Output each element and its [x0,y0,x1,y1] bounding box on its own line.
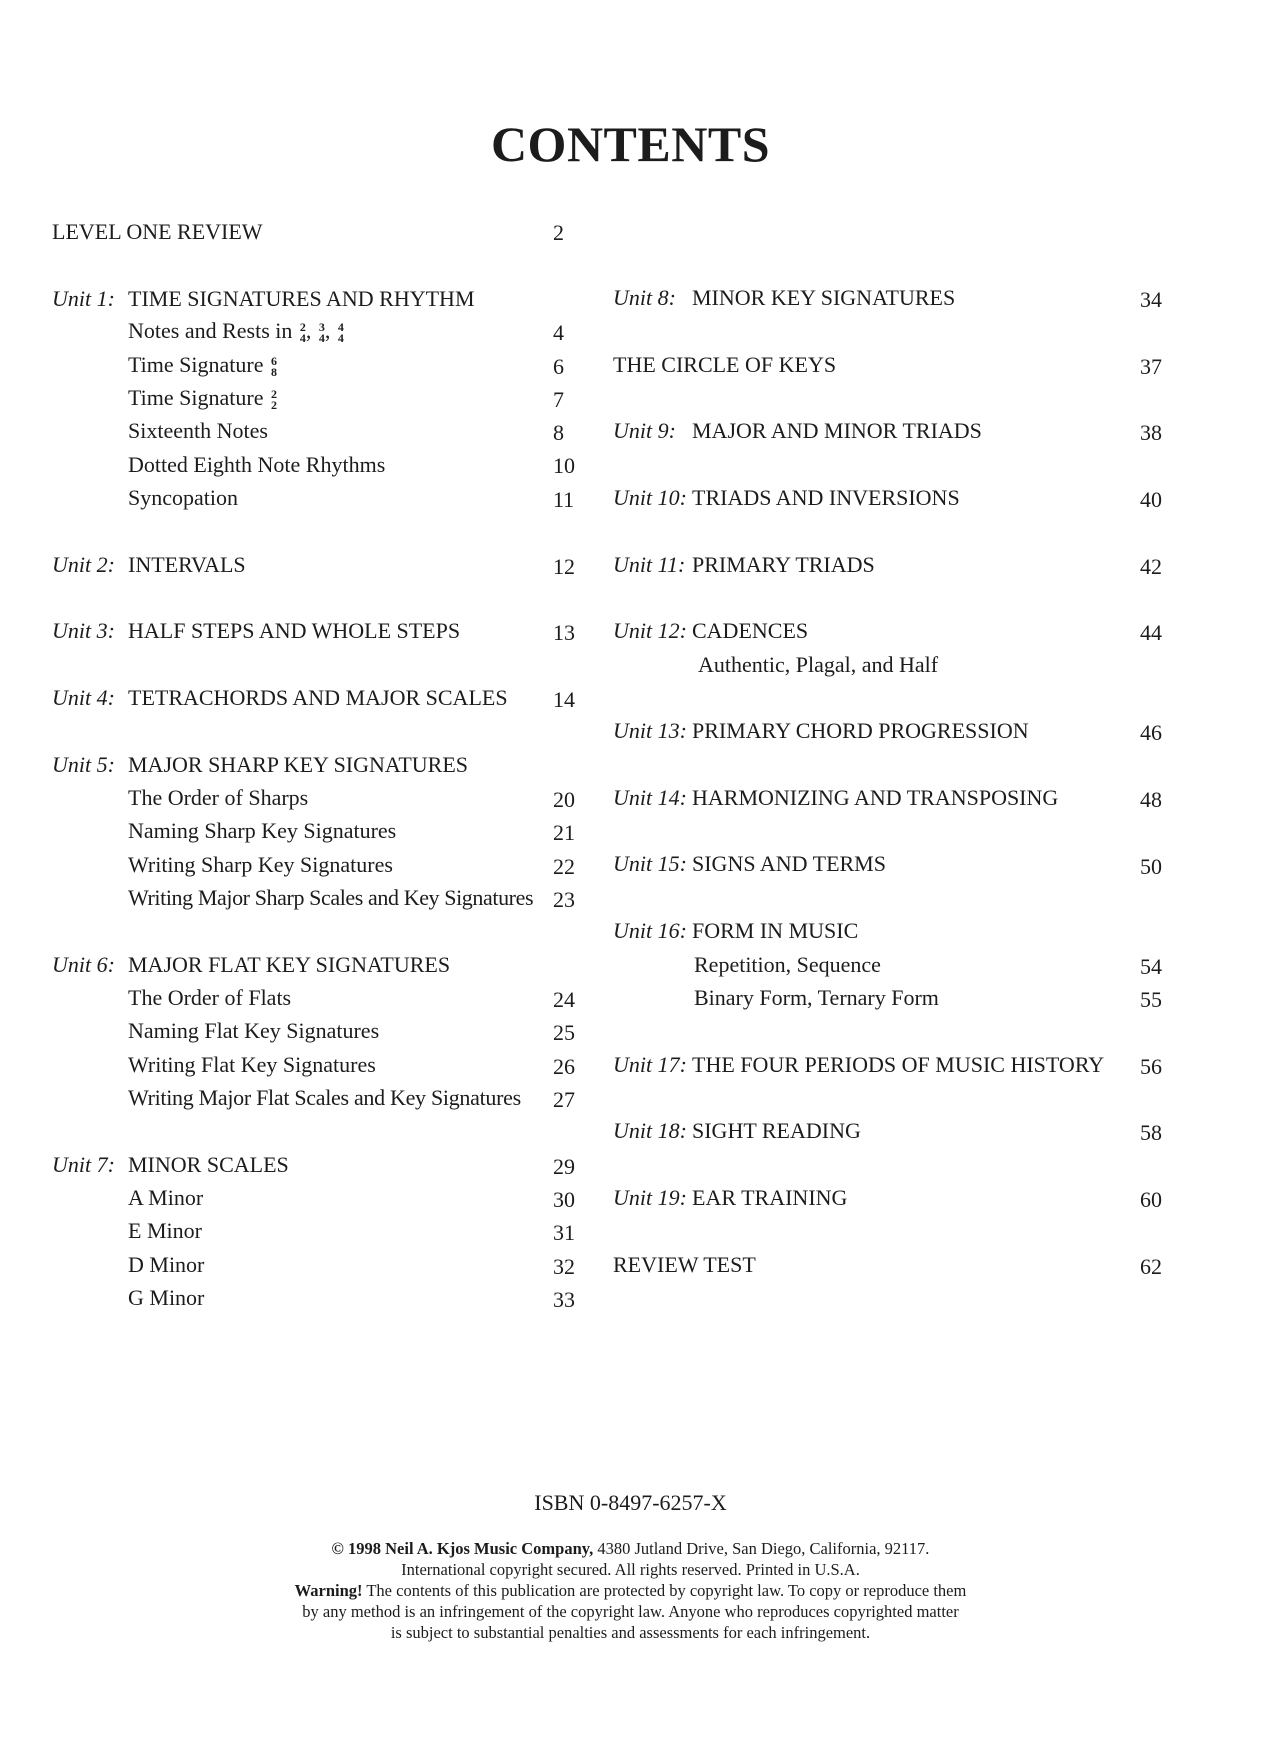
unit-2-page: 12 [553,554,575,579]
toc-item: Writing Major Sharp Scales and Key Signatures [128,885,534,910]
unit-8-page: 34 [1140,287,1162,312]
toc-item: Binary Form, Ternary Form [694,985,939,1010]
circle-of-keys-title: THE CIRCLE OF KEYS [613,352,837,377]
toc-item [128,352,277,378]
toc-page: 55 [1140,987,1162,1012]
unit-8-title: MINOR KEY SIGNATURES [692,285,956,310]
toc-item: Sixteenth Notes [128,418,268,443]
unit-6-label: Unit 6: [52,952,115,977]
unit-1-label: Unit 1: [52,286,115,311]
toc-page: 22 [553,854,575,879]
toc-page: 11 [553,487,575,512]
warning-text-2: by any method is an infringement of the copyright law. Anyone who reproduces copyrighted matter [302,1602,959,1621]
unit-15-page: 50 [1140,854,1162,879]
toc-page: 4 [553,320,564,345]
unit-10-page: 40 [1140,487,1162,512]
toc-item [128,385,277,411]
toc-item: Syncopation [128,485,238,510]
toc-page: 32 [553,1254,575,1279]
copyright-line: International copyright secured. All rights reserved. Printed in U.S.A. [401,1560,860,1579]
unit-19-label: Unit 19: [613,1185,687,1210]
toc-item: Repetition, Sequence [694,952,881,977]
unit-13-label: Unit 13: [613,718,687,743]
copyright-holder: © 1998 Neil A. Kjos Music Company, [331,1539,594,1558]
toc-item: Dotted Eighth Note Rhythms [128,452,386,477]
unit-8-label: Unit 8: [613,285,676,310]
toc-item: Notes and Rests in 2 4 , 3 4 , 4 4 [128,318,344,345]
unit-15-title: SIGNS AND TERMS [692,851,886,876]
unit-13-page: 46 [1140,720,1162,745]
review-test-page: 62 [1140,1254,1162,1279]
warning-text-3: is subject to substantial penalties and assessments for each infringement. [390,1623,871,1642]
toc-item-text: Notes and Rests in [128,318,293,343]
toc-item: Naming Flat Key Signatures [128,1018,380,1043]
time-signature: 2 2 [270,386,277,412]
unit-10-title: TRIADS AND INVERSIONS [692,485,960,510]
toc-item: The Order of Flats [128,985,292,1010]
unit-4-title: TETRACHORDS AND MAJOR SCALES [128,685,508,710]
toc-page: 8 [553,420,564,445]
unit-16-label: Unit 16: [613,918,687,943]
unit-18-page: 58 [1140,1120,1162,1145]
unit-3-label: Unit 3: [52,618,115,643]
unit-12-title: CADENCES [692,618,809,643]
toc-page: 24 [553,987,575,1012]
unit-7-page: 29 [553,1154,575,1179]
toc-page: 26 [553,1054,575,1079]
toc-item: G Minor [128,1285,205,1310]
unit-5-label: Unit 5: [52,752,115,777]
unit-12-label: Unit 12: [613,618,687,643]
unit-12-subtitle: Authentic, Plagal, and Half [698,652,939,677]
unit-3-title: HALF STEPS AND WHOLE STEPS [128,618,461,643]
toc-page: 10 [553,453,575,478]
toc-item: The Order of Sharps [128,785,309,810]
unit-12-page: 44 [1140,620,1162,645]
time-signature: 3 4 [318,319,325,345]
unit-19-title: EAR TRAINING [692,1185,848,1210]
unit-19-page: 60 [1140,1187,1162,1212]
toc-page: 21 [553,820,575,845]
unit-2-label: Unit 2: [52,552,115,577]
unit-17-label: Unit 17: [613,1052,687,1077]
toc-item-text: Time Signature [128,385,264,410]
copyright-notice [0,1538,1261,1643]
unit-11-title: PRIMARY TRIADS [692,552,875,577]
toc-page: 27 [553,1087,575,1112]
unit-17-title: THE FOUR PERIODS OF MUSIC HISTORY [692,1052,1105,1077]
toc-item: A Minor [128,1185,204,1210]
toc-item: E Minor [128,1218,202,1243]
toc-item: Naming Sharp Key Signatures [128,818,397,843]
unit-14-title: HARMONIZING AND TRANSPOSING [692,785,1059,810]
time-signature: 4 4 [337,319,344,345]
unit-10-label: Unit 10: [613,485,687,510]
toc-item: Writing Sharp Key Signatures [128,852,393,877]
unit-18-title: SIGHT READING [692,1118,861,1143]
toc-item: Writing Major Flat Scales and Key Signatures [128,1085,521,1110]
unit-11-label: Unit 11: [613,552,686,577]
unit-6-title: MAJOR FLAT KEY SIGNATURES [128,952,451,977]
unit-18-label: Unit 18: [613,1118,687,1143]
isbn: ISBN 0-8497-6257-X [534,1490,727,1515]
unit-9-label: Unit 9: [613,418,676,443]
toc-page: 30 [553,1187,575,1212]
toc-item-text: Time Signature [128,352,264,377]
unit-16-title: FORM IN MUSIC [692,918,859,943]
unit-15-label: Unit 15: [613,851,687,876]
toc-page: 6 [553,354,564,379]
toc-page: 25 [553,1020,575,1045]
time-signature: 2 4 [299,319,306,345]
unit-3-page: 13 [553,620,575,645]
unit-2-title: INTERVALS [128,552,246,577]
toc-item: D Minor [128,1252,205,1277]
unit-11-page: 42 [1140,554,1162,579]
unit-17-page: 56 [1140,1054,1162,1079]
unit-13-title: PRIMARY CHORD PROGRESSION [692,718,1029,743]
toc-page: 31 [553,1220,575,1245]
review-label: LEVEL ONE REVIEW [52,219,263,244]
unit-9-title: MAJOR AND MINOR TRIADS [692,418,982,443]
unit-7-title: MINOR SCALES [128,1152,289,1177]
unit-7-label: Unit 7: [52,1152,115,1177]
unit-4-page: 14 [553,687,575,712]
unit-9-page: 38 [1140,420,1162,445]
toc-page: 54 [1140,954,1162,979]
review-test-title: REVIEW TEST [613,1252,756,1277]
warning-text: The contents of this publication are protected by copyright law. To copy or reproduce them [362,1581,967,1600]
unit-5-title: MAJOR SHARP KEY SIGNATURES [128,752,469,777]
page-title: CONTENTS [490,116,771,172]
warning-label: Warning! [294,1581,363,1600]
unit-4-label: Unit 4: [52,685,115,710]
review-page: 2 [553,220,564,245]
circle-of-keys-page: 37 [1140,354,1162,379]
time-signature: 6 8 [270,353,277,379]
unit-1-title: TIME SIGNATURES AND RHYTHM [128,286,475,311]
toc-page: 33 [553,1287,575,1312]
toc-item: Writing Flat Key Signatures [128,1052,376,1077]
unit-14-label: Unit 14: [613,785,687,810]
toc-page: 20 [553,787,575,812]
toc-page: 23 [553,887,575,912]
toc-page: 7 [553,387,564,412]
publisher-address: 4380 Jutland Drive, San Diego, California, 92117. [593,1539,930,1558]
unit-14-page: 48 [1140,787,1162,812]
